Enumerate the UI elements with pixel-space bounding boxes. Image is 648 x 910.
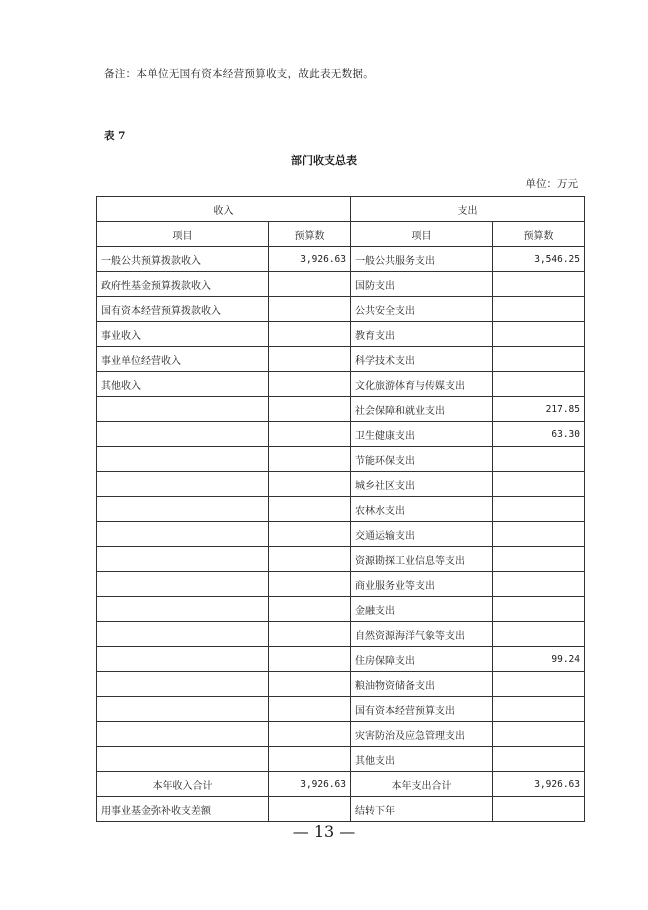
table-row: [97, 397, 585, 422]
income-value-cell: [269, 547, 351, 572]
carryover-row: [97, 797, 585, 822]
expense-item-cell: 资源勘探工业信息等支出: [351, 547, 493, 572]
expense-value-cell: [493, 522, 585, 547]
expense-value-cell: [493, 497, 585, 522]
income-value-cell: [269, 622, 351, 647]
income-value-cell: [269, 747, 351, 772]
expense-value-cell: [493, 547, 585, 572]
expense-item-cell: 粮油物资储备支出: [351, 672, 493, 697]
income-item-cell: [97, 722, 269, 747]
expense-item-cell: 教育支出: [351, 322, 493, 347]
income-item-cell: [97, 497, 269, 522]
table-row: [97, 422, 585, 447]
income-value-cell: [269, 347, 351, 372]
expense-value-cell: 217.85: [493, 397, 585, 422]
remark-note: 备注：本单位无国有资本经营预算收支，故此表无数据。: [104, 68, 374, 80]
expense-value-cell: [493, 472, 585, 497]
income-item-cell: [97, 522, 269, 547]
unit-label: 单位：万元: [525, 178, 578, 190]
table-row: [97, 547, 585, 572]
expense-value-cell: [493, 447, 585, 472]
income-item-cell: [97, 397, 269, 422]
table-row: [97, 522, 585, 547]
income-item-cell: [97, 547, 269, 572]
totals-row: [97, 772, 585, 797]
income-item-cell: [97, 747, 269, 772]
table-row: [97, 572, 585, 597]
income-item-header: 项目: [97, 222, 269, 247]
expense-item-cell: 卫生健康支出: [351, 422, 493, 447]
table-row: [97, 247, 585, 272]
income-value-cell: [269, 447, 351, 472]
expense-section-header: 支出: [351, 197, 585, 222]
table-row: [97, 647, 585, 672]
income-total-label: 本年收入合计: [97, 772, 269, 797]
income-item-cell: 政府性基金预算拨款收入: [97, 272, 269, 297]
expense-value-cell: [493, 597, 585, 622]
income-value-cell: [269, 672, 351, 697]
expense-value-cell: [493, 722, 585, 747]
expense-item-cell: 农林水支出: [351, 497, 493, 522]
expense-value-cell: [493, 297, 585, 322]
table-row: [97, 372, 585, 397]
table-title: 部门收支总表: [291, 154, 357, 167]
expense-item-cell: 公共安全支出: [351, 297, 493, 322]
income-value-cell: [269, 522, 351, 547]
table-row: [97, 497, 585, 522]
expense-value-cell: [493, 322, 585, 347]
income-item-cell: 用事业基金弥补收支差额: [97, 797, 269, 822]
table-row: [97, 722, 585, 747]
expense-value-cell: [493, 272, 585, 297]
expense-item-cell: 国有资本经营预算支出: [351, 697, 493, 722]
expense-value-cell: [493, 372, 585, 397]
income-value-cell: [269, 272, 351, 297]
income-value-cell: [269, 572, 351, 597]
expense-item-cell: 商业服务业等支出: [351, 572, 493, 597]
income-item-cell: [97, 422, 269, 447]
income-value-cell: 3,926.63: [269, 247, 351, 272]
income-item-cell: 国有资本经营预算拨款收入: [97, 297, 269, 322]
income-value-cell: [269, 422, 351, 447]
expense-value-cell: [493, 347, 585, 372]
expense-item-cell: 其他支出: [351, 747, 493, 772]
expense-item-cell: 住房保障支出: [351, 647, 493, 672]
income-section-header: 收入: [97, 197, 351, 222]
income-item-cell: [97, 597, 269, 622]
table-row: [97, 747, 585, 772]
expense-value-cell: [493, 672, 585, 697]
expense-total-label: 本年支出合计: [351, 772, 493, 797]
income-item-cell: 事业收入: [97, 322, 269, 347]
expense-item-cell: 科学技术支出: [351, 347, 493, 372]
income-item-cell: [97, 572, 269, 597]
table-number-label: 表 7: [104, 130, 126, 142]
income-value-cell: [269, 297, 351, 322]
income-value-cell: [269, 372, 351, 397]
income-value-cell: [269, 597, 351, 622]
header-row-sections: [97, 197, 585, 222]
income-item-cell: [97, 447, 269, 472]
income-total-value: 3,926.63: [269, 772, 351, 797]
income-value-cell: [269, 797, 351, 822]
income-item-cell: [97, 697, 269, 722]
expense-item-cell: 交通运输支出: [351, 522, 493, 547]
table-row: [97, 347, 585, 372]
income-item-cell: [97, 647, 269, 672]
expense-value-cell: [493, 747, 585, 772]
income-value-cell: [269, 497, 351, 522]
expense-value-cell: 99.24: [493, 647, 585, 672]
income-item-cell: [97, 472, 269, 497]
income-item-cell: [97, 622, 269, 647]
expense-item-cell: 社会保障和就业支出: [351, 397, 493, 422]
income-value-cell: [269, 322, 351, 347]
table-row: [97, 272, 585, 297]
budget-summary-table: [96, 196, 585, 822]
income-value-cell: [269, 722, 351, 747]
page-number: — 13 —: [292, 822, 356, 841]
expense-item-cell: 结转下年: [351, 797, 493, 822]
expense-item-cell: 文化旅游体育与传媒支出: [351, 372, 493, 397]
expense-item-cell: 节能环保支出: [351, 447, 493, 472]
expense-item-cell: 一般公共服务支出: [351, 247, 493, 272]
income-value-cell: [269, 397, 351, 422]
header-row-columns: [97, 222, 585, 247]
expense-total-value: 3,926.63: [493, 772, 585, 797]
expense-item-cell: 自然资源海洋气象等支出: [351, 622, 493, 647]
table-row: [97, 697, 585, 722]
income-item-cell: 一般公共预算拨款收入: [97, 247, 269, 272]
expense-value-cell: [493, 572, 585, 597]
expense-value-cell: [493, 622, 585, 647]
income-budget-header: 预算数: [269, 222, 351, 247]
expense-item-cell: 灾害防治及应急管理支出: [351, 722, 493, 747]
expense-item-header: 项目: [351, 222, 493, 247]
expense-budget-header: 预算数: [493, 222, 585, 247]
income-value-cell: [269, 472, 351, 497]
expense-value-cell: [493, 697, 585, 722]
expense-item-cell: 国防支出: [351, 272, 493, 297]
expense-item-cell: 城乡社区支出: [351, 472, 493, 497]
table-row: [97, 472, 585, 497]
income-value-cell: [269, 647, 351, 672]
table-row: [97, 447, 585, 472]
table-row: [97, 597, 585, 622]
expense-value-cell: 3,546.25: [493, 247, 585, 272]
table-row: [97, 322, 585, 347]
expense-item-cell: 金融支出: [351, 597, 493, 622]
table-row: [97, 622, 585, 647]
income-item-cell: 事业单位经营收入: [97, 347, 269, 372]
expense-value-cell: 63.30: [493, 422, 585, 447]
table-row: [97, 672, 585, 697]
income-item-cell: 其他收入: [97, 372, 269, 397]
income-value-cell: [269, 697, 351, 722]
table-row: [97, 297, 585, 322]
income-item-cell: [97, 672, 269, 697]
expense-value-cell: [493, 797, 585, 822]
